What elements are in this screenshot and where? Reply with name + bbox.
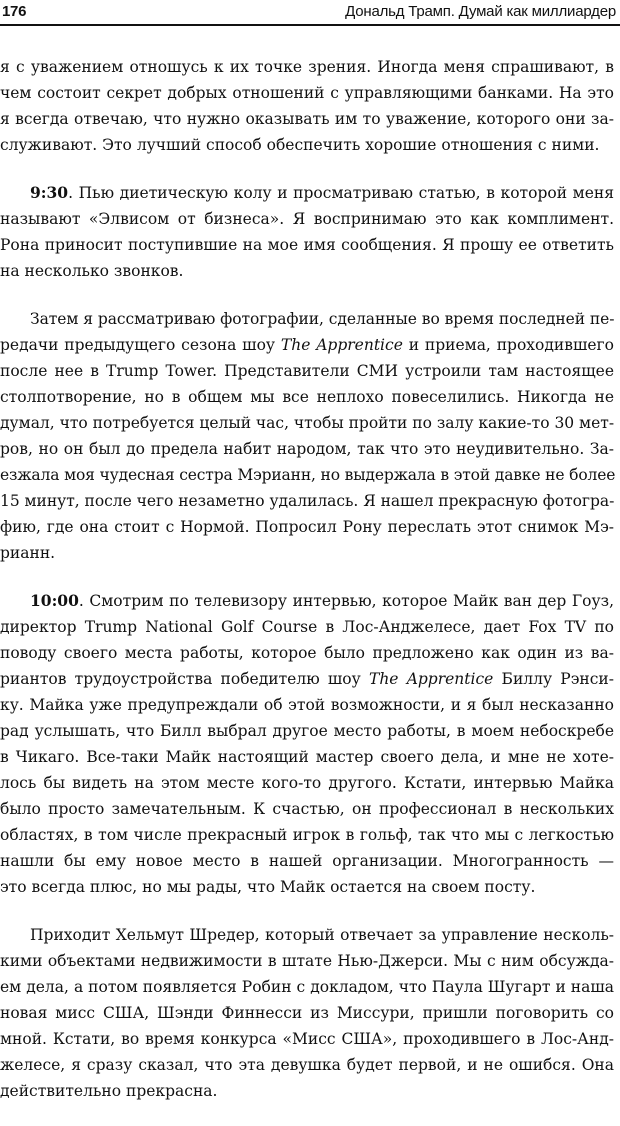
text-run: в Чикаго. Все-таки Майк настоящий мастер своего дела, и мне не хоте-	[0, 748, 614, 766]
text-line	[0, 54, 620, 80]
text-run: ров, но он был до предела набит народом, так что это неудивительно. За-	[0, 440, 614, 458]
text-run: и приема, проходившего	[402, 336, 614, 354]
text-run: нашли бы ему новое место в нашей организации. Многогранность —	[0, 852, 614, 870]
text-run: действительно прекрасна.	[0, 1082, 218, 1100]
text-line	[0, 822, 620, 848]
text-line	[0, 540, 620, 566]
text-run: было просто замечательным. К счастью, он профессионал в нескольких	[0, 800, 614, 818]
text-run: . Смотрим по телевизору интервью, которое Майк ван дер Гоуз,	[78, 592, 614, 610]
text-line	[0, 744, 620, 770]
text-line	[0, 692, 620, 718]
text-run: кими объектами недвижимости в штате Нью-Джерси. Мы с ним обсужда-	[0, 952, 614, 970]
text-run: 15 минут, после чего незаметно удалилась. Я нашел прекрасную фотогра-	[0, 492, 615, 510]
text-line	[0, 514, 620, 540]
show-title-italic: The Apprentice	[280, 336, 403, 354]
text-run: думал, что потребуется целый час, чтобы пройти по залу какие-то 30 мет-	[0, 414, 615, 432]
text-line	[0, 132, 620, 158]
text-line	[0, 922, 620, 948]
text-line	[0, 106, 620, 132]
text-run: служивают. Это лучший способ обеспечить хорошие отношения с ними.	[0, 136, 600, 154]
text-line	[0, 718, 620, 744]
text-line	[0, 258, 620, 284]
text-run: поводу своего места работы, которое было предложено как один из ва-	[0, 644, 614, 662]
text-line	[0, 1000, 620, 1026]
text-line	[0, 358, 620, 384]
text-line	[0, 306, 620, 332]
text-line	[0, 410, 620, 436]
show-title-italic: The Apprentice	[368, 670, 494, 688]
text-line	[0, 948, 620, 974]
text-run: редачи предыдущего сезона шоу	[0, 336, 281, 354]
body-text	[0, 54, 620, 1126]
text-line	[0, 206, 620, 232]
text-line	[0, 874, 620, 900]
text-run: ем дела, а потом появляется Робин с докладом, что Паула Шугарт и наша	[0, 978, 614, 996]
text-line	[0, 640, 620, 666]
text-line	[0, 588, 620, 614]
text-line	[0, 1052, 620, 1078]
running-header	[0, 0, 620, 26]
time-stamp: 9:30	[30, 183, 69, 202]
text-run: езжала моя чудесная сестра Мэрианн, но выдержала в этой давке не более	[0, 466, 616, 484]
text-line	[0, 488, 620, 514]
text-run: риантов трудоустройства победителю шоу	[0, 670, 369, 688]
text-run: ку. Майка уже предупреждали об этой возможности, и я был несказанно	[0, 696, 614, 714]
text-line	[0, 462, 620, 488]
text-run: рианн.	[0, 544, 56, 562]
text-run: директор Trump National Golf Course в Лос-Анджелесе, дает Fox TV по	[0, 618, 614, 636]
text-run: Рона приносит поступившие на мое имя сообщения. Я прошу ее ответить	[0, 236, 614, 254]
text-run: Затем я рассматриваю фотографии, сделанные во время последней пе-	[30, 310, 615, 328]
time-stamp: 10:00	[30, 591, 79, 610]
text-line	[0, 974, 620, 1000]
text-run: желесе, я сразу сказал, что эта девушка будет первой, и не ошибся. Она	[0, 1056, 614, 1074]
text-run: фию, где она стоит с Нормой. Попросил Рону переслать этот снимок Мэ-	[0, 518, 614, 536]
text-line	[0, 384, 620, 410]
text-line	[0, 232, 620, 258]
text-run: Приходит Хельмут Шредер, который отвечает за управление несколь-	[30, 926, 614, 944]
text-line	[0, 332, 620, 358]
paragraph	[0, 54, 620, 158]
paragraph	[0, 588, 620, 900]
text-run: столпотворение, но в общем мы все неплохо повеселились. Никогда не	[0, 388, 614, 406]
paragraph	[0, 922, 620, 1104]
text-line	[0, 666, 620, 692]
text-line	[0, 1026, 620, 1052]
text-run: . Пью диетическую колу и просматриваю статью, в которой меня	[68, 184, 614, 202]
text-run: Биллу Рэнси-	[493, 670, 614, 688]
text-run: новая мисс США, Шэнди Финнесси из Миссури, пришли поговорить со	[0, 1004, 614, 1022]
page-number: 176	[2, 3, 27, 20]
text-line	[0, 796, 620, 822]
text-run: областях, в том числе прекрасный игрок в гольф, так что мы с легкостью	[0, 826, 614, 844]
text-run: после нее в Trump Tower. Представители СМИ устроили там настоящее	[0, 362, 614, 380]
text-run: я с уважением отношусь к их точке зрения. Иногда меня спрашивают, в	[0, 58, 614, 76]
text-line	[0, 1078, 620, 1104]
text-line	[0, 436, 620, 462]
text-run: называют «Элвисом от бизнеса». Я воспринимаю это как комплимент.	[0, 210, 614, 228]
text-line	[0, 80, 620, 106]
text-run: лось бы видеть на этом месте кого-то другого. Кстати, интервью Майка	[0, 774, 614, 792]
text-run: на несколько звонков.	[0, 262, 184, 280]
text-run: чем состоит секрет добрых отношений с управляющими банками. На это	[0, 84, 614, 102]
text-run: мной. Кстати, во время конкурса «Мисс США», проходившего в Лос-Анд-	[0, 1030, 614, 1048]
text-line	[0, 180, 620, 206]
text-line	[0, 770, 620, 796]
text-run: это всегда плюс, но мы рады, что Майк остается на своем посту.	[0, 878, 536, 896]
text-line	[0, 614, 620, 640]
text-run: я всегда отвечаю, что нужно оказывать им то уважение, которого они за-	[0, 110, 614, 128]
paragraph	[0, 306, 620, 566]
book-title: Дональд Трамп. Думай как миллиардер	[345, 3, 616, 20]
paragraph	[0, 180, 620, 284]
text-run: рад услышать, что Билл выбрал другое место работы, в моем небоскребе	[0, 722, 614, 740]
text-line	[0, 848, 620, 874]
